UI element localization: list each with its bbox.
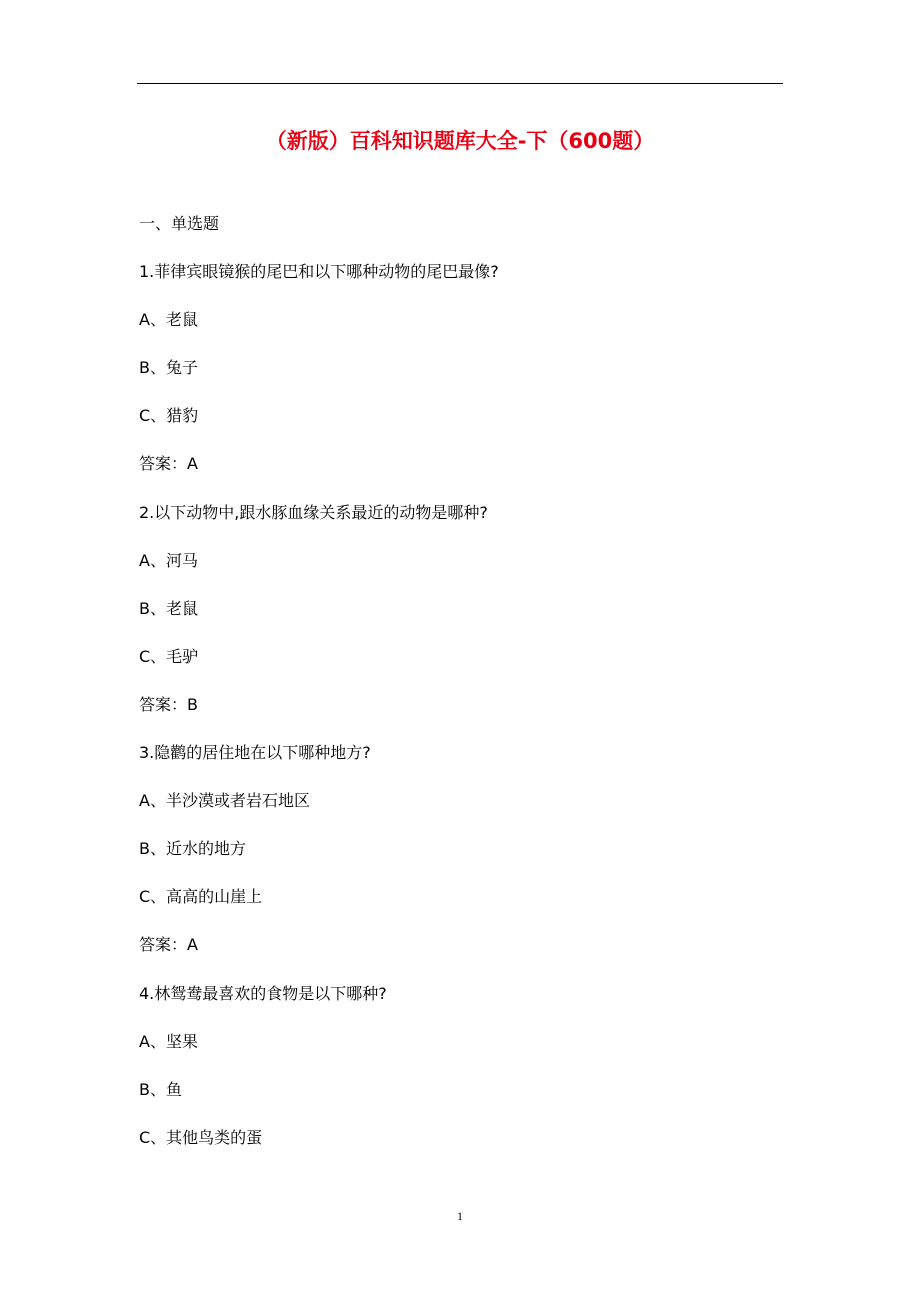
question-1 bbox=[139, 258, 789, 498]
section-heading: 一、单选题 bbox=[139, 214, 220, 233]
answer-line: 答案：A bbox=[139, 454, 198, 474]
option-c: C、毛驴 bbox=[139, 646, 199, 666]
question-stem: 1.菲律宾眼镜猴的尾巴和以下哪种动物的尾巴最像? bbox=[139, 262, 499, 282]
header-rule bbox=[137, 83, 783, 84]
option-b: B、老鼠 bbox=[139, 598, 198, 618]
option-a: A、坚果 bbox=[139, 1031, 198, 1051]
option-b: B、兔子 bbox=[139, 358, 198, 378]
option-c: C、其他鸟类的蛋 bbox=[139, 1127, 263, 1147]
question-4 bbox=[139, 980, 789, 1172]
document-body bbox=[139, 210, 789, 1172]
option-c: C、高高的山崖上 bbox=[139, 887, 263, 907]
page-number: 1 bbox=[457, 1209, 463, 1223]
question-stem: 2.以下动物中,跟水豚血缘关系最近的动物是哪种? bbox=[139, 502, 488, 522]
option-c: C、猎豹 bbox=[139, 406, 199, 426]
question-stem: 3.隐鹳的居住地在以下哪种地方? bbox=[139, 743, 371, 763]
option-a: A、半沙漠或者岩石地区 bbox=[139, 791, 310, 811]
question-stem: 4.林鸳鸯最喜欢的食物是以下哪种? bbox=[139, 983, 387, 1003]
option-b: B、鱼 bbox=[139, 1079, 182, 1099]
question-3 bbox=[139, 739, 789, 979]
option-a: A、老鼠 bbox=[139, 310, 198, 330]
option-a: A、河马 bbox=[139, 550, 198, 570]
answer-line: 答案：A bbox=[139, 935, 198, 955]
document-title: （新版）百科知识题库大全-下（600题） bbox=[265, 129, 655, 153]
option-b: B、近水的地方 bbox=[139, 839, 246, 859]
question-2 bbox=[139, 499, 789, 739]
answer-line: 答案：B bbox=[139, 694, 198, 714]
